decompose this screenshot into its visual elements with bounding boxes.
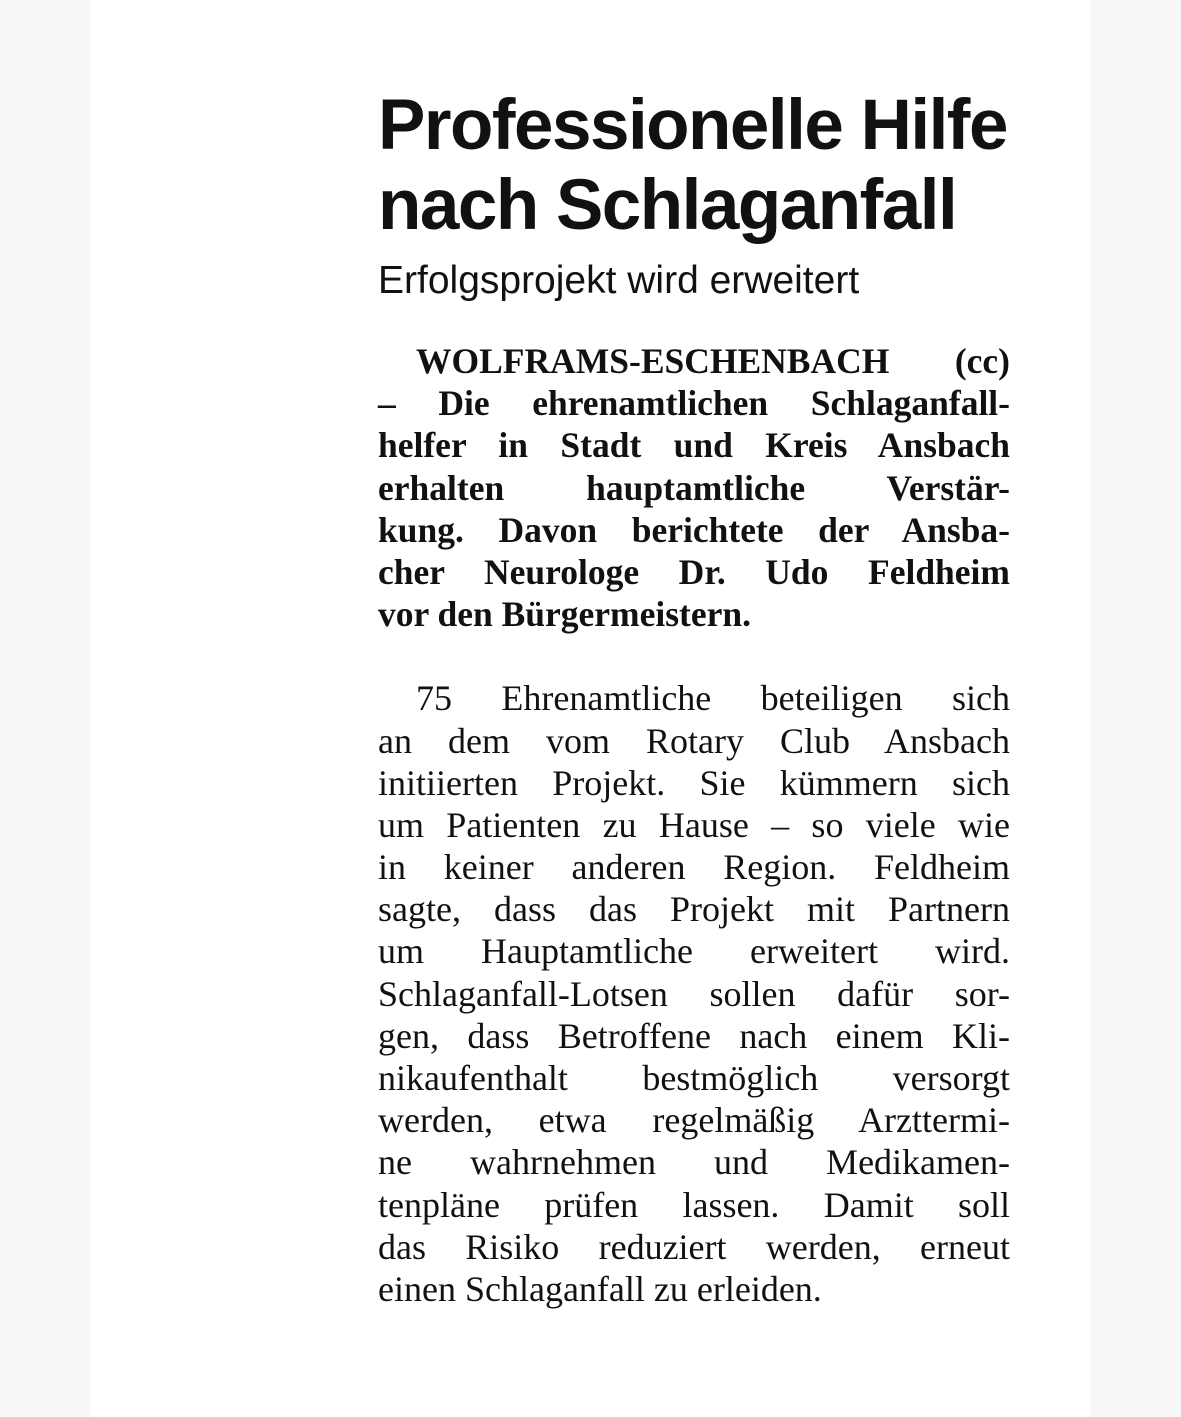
lead-line: cher Neurologe Dr. Udo Feldheim: [378, 551, 1010, 592]
article-subheadline: Erfolgsprojekt wird erweitert: [378, 259, 860, 302]
body-line: das Risiko reduziert werden, erneut: [378, 1226, 1010, 1267]
body-line: werden, etwa regelmäßig Arzttermi-: [378, 1100, 1010, 1141]
body-line: gen, dass Betroffene nach einem Kli-: [378, 1015, 1010, 1056]
body-line: ne wahrnehmen und Medikamen-: [378, 1142, 1010, 1183]
body-line: in keiner anderen Region. Feldheim: [378, 847, 1010, 888]
newspaper-clipping: [90, 0, 1090, 1417]
lead-line: erhalten hauptamtliche Verstär-: [378, 467, 1010, 508]
lead-line: WOLFRAMS-ESCHENBACH (cc): [416, 341, 1010, 381]
body-line: um Patienten zu Hause – so viele wie: [378, 804, 1010, 845]
headline-line: nach Schlaganfall: [378, 166, 957, 245]
article-lead-paragraph: [378, 340, 1010, 635]
lead-line: – Die ehrenamtlichen Schlaganfall-: [378, 383, 1010, 424]
lead-line: kung. Davon berichtete der Ansba-: [378, 509, 1010, 550]
lead-line: helfer in Stadt und Kreis Ansbach: [378, 425, 1010, 466]
headline-line: Professionelle Hilfe: [378, 86, 1007, 165]
body-line: nikaufenthalt bestmöglich versorgt: [378, 1058, 1010, 1098]
body-line: um Hauptamtliche erweitert wird.: [378, 931, 1010, 972]
body-line: an dem vom Rotary Club Ansbach: [378, 720, 1010, 761]
body-line: 75 Ehrenamtliche beteiligen sich: [416, 678, 1010, 719]
body-line: sagte, dass das Projekt mit Partnern: [378, 889, 1010, 930]
body-line: Schlaganfall-Lotsen sollen dafür sor-: [378, 973, 1010, 1014]
lead-line: vor den Bürgermeistern.: [378, 594, 752, 635]
article: [378, 86, 1010, 1310]
article-body-paragraph: [378, 677, 1010, 1310]
body-line: einen Schlaganfall zu erleiden.: [378, 1268, 822, 1309]
body-line: tenpläne prüfen lassen. Damit soll: [378, 1184, 1010, 1225]
body-line: initiierten Projekt. Sie kümmern sich: [378, 762, 1010, 803]
article-headline: [378, 86, 1010, 246]
